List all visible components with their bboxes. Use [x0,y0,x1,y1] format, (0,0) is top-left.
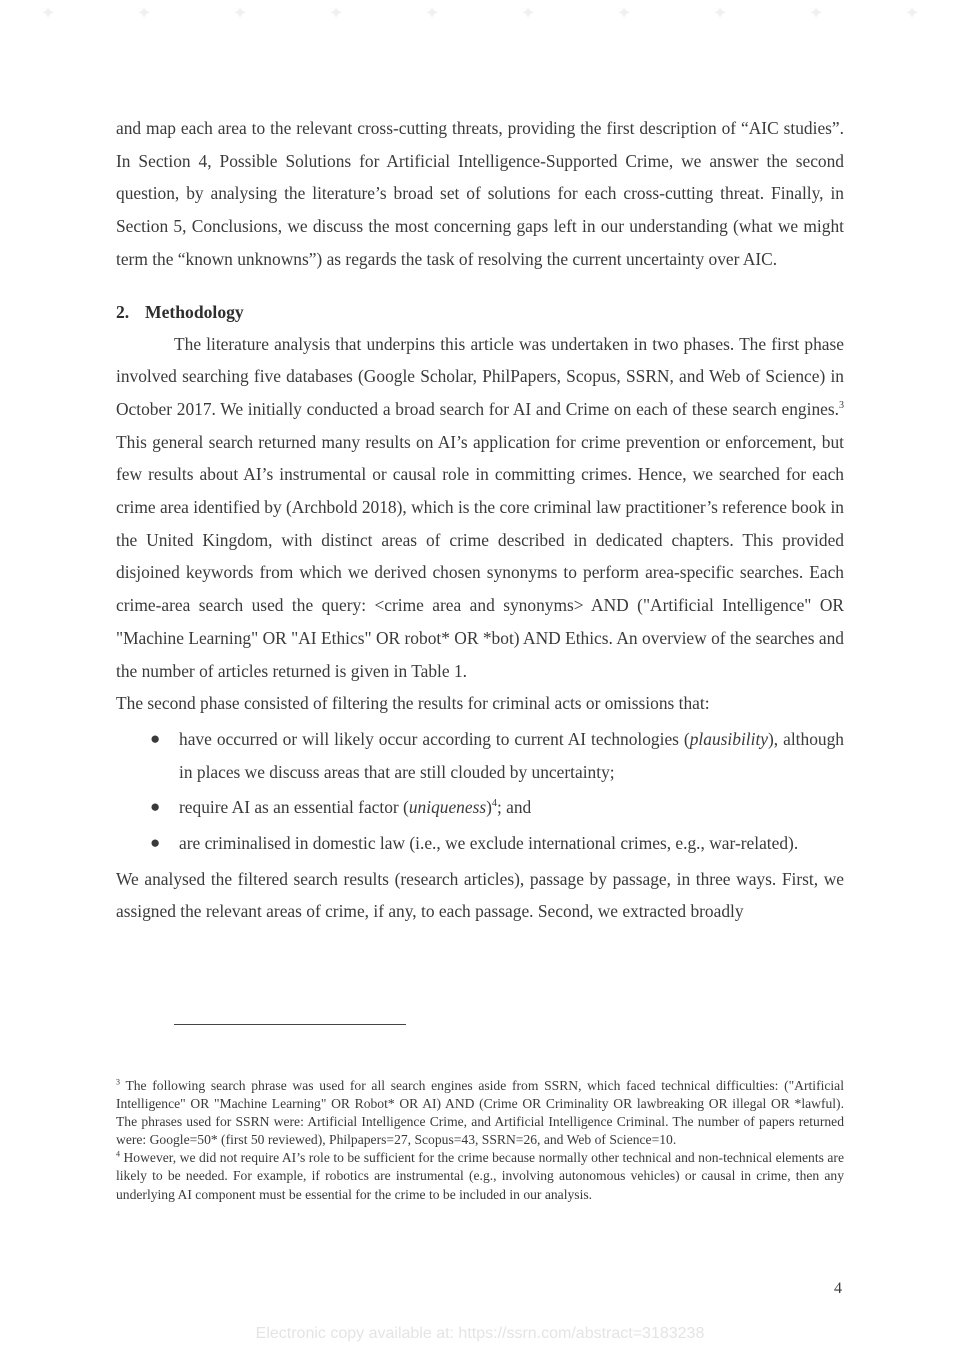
bullet-icon: ● [150,833,161,853]
intro-paragraph [116,112,844,276]
footnote-ref-4[interactable]: 4 [491,798,497,810]
methodology-paragraph [116,328,844,688]
bullet-emphasis: uniqueness [408,797,487,818]
watermark-mark: ✦ [424,2,440,23]
list-item [116,723,844,788]
criteria-list [116,723,844,860]
methodology-text-1: The literature analysis that underpins this article was undertaken in two phases. The first phase involved searching five databases (Google Scholar, PhilPapers, Scopus, SSRN, and Web of Science) in October 2017. We initially conducted a broad search for AI and Crime on each of these search engines. [116,333,844,419]
section-title: Methodology [145,301,244,322]
bullet-text: have occurred or will likely occur according to current AI technologies ( [179,728,690,749]
list-item [116,791,844,824]
footnote-divider [174,1024,406,1025]
watermark-mark: ✦ [808,2,824,23]
second-phase-text: The second phase consisted of filtering the results for criminal acts or omissions that: [116,693,710,714]
intro-text: and map each area to the relevant cross-cutting threats, providing the first description of “AIC studies”. In Section 4, Possible Solutions for Artificial Intelligence-Supported Crime, we answer the second question, by analysing the literature’s broad set of solutions for each cross-cutting threat. Finally, in Section 5, Conclusions, we discuss the most concerning gaps left in our understanding (what we might term the “known unknowns”) as regards the task of resolving the current uncertainty over AIC. [116,118,844,269]
watermark-mark: ✦ [136,2,152,23]
watermark-mark: ✦ [328,2,344,23]
analysis-text: We analysed the filtered search results (research articles), passage by passage, in three ways. First, we assigned the relevant areas of crime, if any, to each passage. Second, we extracted broadly [116,868,844,922]
analysis-paragraph [116,863,844,928]
bullet-text: are criminalised in domestic law (i.e., we exclude international crimes, e.g., war-related). [179,833,799,854]
section-number: 2. [116,301,130,322]
page-body [116,112,844,928]
header-watermark-strip [0,0,960,26]
footnote-ref-3[interactable]: 3 [839,400,844,412]
bullet-icon: ● [150,728,161,748]
footnotes [116,1077,844,1204]
watermark-mark: ✦ [904,2,920,23]
second-phase-paragraph [116,687,844,720]
watermark-mark: ✦ [232,2,248,23]
section-heading [116,296,844,328]
bullet-text: ), although in places we discuss areas that are still clouded by uncertainty; [179,728,844,782]
bullet-text: require AI as an essential factor ( [179,797,409,818]
bullet-text: ; and [496,797,532,818]
page-number: 4 [834,1280,842,1297]
footnote-number: 3 [116,1077,120,1087]
watermark-mark: ✦ [520,2,536,23]
watermark-mark: ✦ [712,2,728,23]
footnote-text: However, we did not require AI’s role to be sufficient for the crime because normally other technical and non-technical elements are likely to be needed. For example, if robotics are instrumental (e.g., involving autonomous vehicles) or causal in crime, then any underlying AI component must be essential for the crime to be included in our analysis. [116,1150,844,1202]
footnote-3 [116,1077,844,1149]
footnote-text: The following search phrase was used for all search engines aside from SSRN, which faced technical difficulties: ("Artificial Intelligence" OR "Machine Learning" OR Robot* OR AI) AND (Crime OR Criminality OR lawbreaking OR illegal OR *lawful). The phrases used for SSRN were: Artificial Intelligence Crime, and Artificial Intelligence Criminal. The number of papers returned were: Google=50* (first 50 reviewed), Philpapers=27, Scopus=43, SSRN=26, and Web of Science=10. [116,1078,844,1148]
footnote-number: 4 [116,1149,120,1159]
methodology-text-2: This general search returned many results on AI’s application for crime prevention or enforcement, but few results about AI’s instrumental or causal role in committing crimes. Hence, we searched for each crime area identified by (Archbold 2018), which is the core criminal law practitioner’s reference book in the United Kingdom, with distinct areas of crime described in dedicated chapters. This provided disjoined keywords from which we derived chosen synonyms to perform area-specific searches. Each crime-area search used the query: <crime area and synonyms> AND ("Artificial Intelligence" OR "Machine Learning" OR "AI Ethics" OR robot* OR *bot) AND Ethics. An overview of the searches and the number of articles returned is given in Table 1. [116,431,844,681]
bullet-emphasis: plausibility [689,728,768,749]
bullet-text: ) [486,797,492,818]
footer-watermark: Electronic copy available at: https://ssrn.com/abstract=3183238 [255,1325,705,1342]
bullet-icon: ● [150,797,161,817]
footnote-4 [116,1149,844,1203]
list-item [116,827,844,860]
watermark-mark: ✦ [40,2,56,23]
watermark-mark: ✦ [616,2,632,23]
